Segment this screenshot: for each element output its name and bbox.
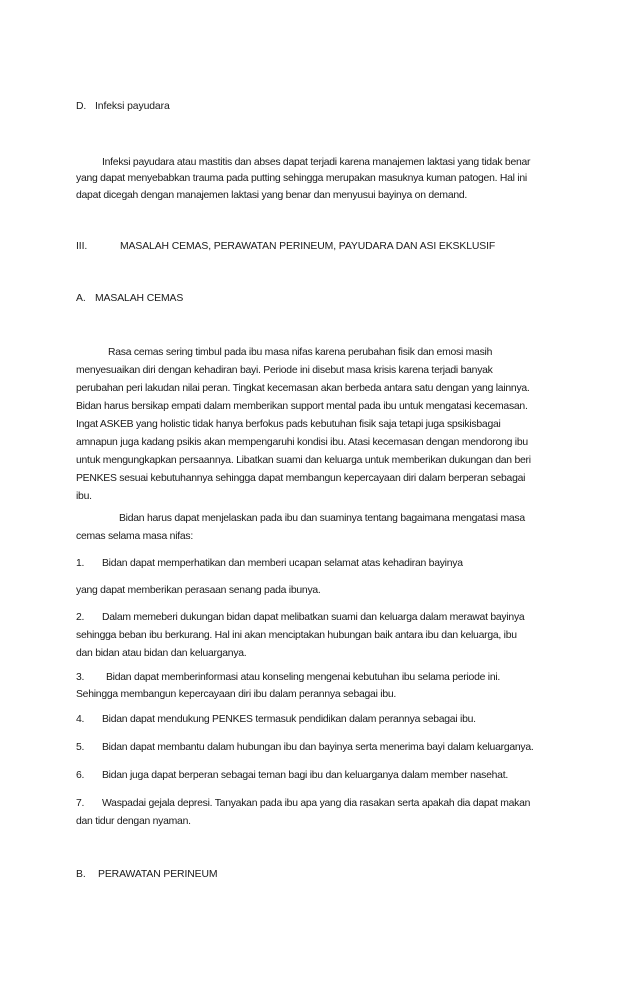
list-number: 7.	[76, 798, 85, 809]
paragraph-line: Ingat ASKEB yang holistic tidak hanya berfokus pads kebutuhan fisik saja tetapi juga spsikisbagai	[76, 419, 501, 430]
paragraph-line: PENKES sesuai kebutuhannya sehingga dapat membangun kepercayaan diri dalam berperan sebagai	[76, 473, 526, 484]
list-item-3	[76, 671, 500, 684]
list-item-continuation: yang dapat memberikan perasaan senang pada ibunya.	[76, 585, 321, 596]
list-number: 3.	[76, 672, 85, 683]
heading-number: B.	[76, 869, 86, 880]
heading-title: MASALAH CEMAS, PERAWATAN PERINEUM, PAYUDARA DAN ASI EKSKLUSIF	[120, 241, 496, 252]
list-text: Bidan juga dapat berperan sebagai teman bagi ibu dan keluarganya dalam member nasehat.	[102, 770, 508, 781]
paragraph-line: cemas selama masa nifas:	[76, 531, 194, 542]
list-text: Waspadai gejala depresi. Tanyakan pada ibu apa yang dia rasakan serta apakah dia dapat makan	[102, 798, 531, 809]
list-text: Bidan dapat memperhatikan dan memberi ucapan selamat atas kehadiran bayinya	[102, 558, 463, 569]
list-text-line: sehingga beban ibu berkurang. Hal ini akan menciptakan hubungan baik antara ibu dan keluarga, ibu	[76, 630, 517, 641]
paragraph-line: menyesuaikan diri dengan kehadiran bayi. Periode ini disebut masa krisis karena terjadi banyak	[76, 365, 493, 376]
list-item-1	[76, 557, 463, 570]
list-item-5	[76, 741, 534, 754]
list-number: 1.	[76, 558, 85, 569]
list-item-7	[76, 797, 530, 810]
heading-title: Infeksi payudara	[95, 101, 170, 112]
paragraph-line: Bidan harus dapat menjelaskan pada ibu dan suaminya tentang bagaimana mengatasi masa	[119, 513, 525, 524]
section-a-heading	[76, 292, 183, 305]
heading-number: D.	[76, 101, 87, 112]
list-number: 5.	[76, 742, 85, 753]
list-text-line: Sehingga membangun kepercayaan diri ibu dalam perannya sebagai ibu.	[76, 689, 397, 700]
heading-title: PERAWATAN PERINEUM	[98, 869, 218, 880]
list-item-6	[76, 769, 508, 782]
section-iii-heading	[76, 240, 495, 253]
heading-number: III.	[76, 241, 88, 252]
list-text: Bidan dapat mendukung PENKES termasuk pendidikan dalam perannya sebagai ibu.	[102, 714, 476, 725]
list-number: 6.	[76, 770, 85, 781]
list-text: Bidan dapat membantu dalam hubungan ibu dan bayinya serta menerima bayi dalam keluarganya.	[102, 742, 534, 753]
list-text: Dalam memeberi dukungan bidan dapat melibatkan suami dan keluarga dalam merawat bayinya	[102, 612, 525, 623]
list-text-line: dan tidur dengan nyaman.	[76, 816, 191, 827]
paragraph-line: perubahan peri lakudan nilai peran. Tingkat kecemasan akan berbeda antara satu dengan yang lainnya.	[76, 383, 530, 394]
paragraph-line: Rasa cemas sering timbul pada ibu masa nifas karena perubahan fisik dan emosi masih	[108, 347, 493, 358]
list-text-line: dan bidan atau bidan dan keluarganya.	[76, 648, 247, 659]
list-text: Bidan dapat memberinformasi atau konseling mengenai kebutuhan ibu selama periode ini.	[106, 672, 501, 683]
section-b-heading	[76, 868, 217, 881]
paragraph-line: Bidan harus bersikap empati dalam memberikan support mental pada ibu untuk mengatasi kecemasan.	[76, 401, 528, 412]
heading-title: MASALAH CEMAS	[95, 293, 184, 304]
list-item-4	[76, 713, 476, 726]
paragraph-line: ibu.	[76, 491, 92, 502]
paragraph-line: untuk mengungkapkan persaannya. Libatkan suami dan keluarga untuk memberikan dukungan dan beri	[76, 455, 531, 466]
paragraph-line: yang dapat menyebabkan trauma pada putting sehingga merupakan masuknya kuman patogen. Hal ini	[76, 173, 527, 184]
paragraph-line: dapat dicegah dengan manajemen laktasi yang benar dan menyusui bayinya on demand.	[76, 190, 468, 201]
paragraph-line: Infeksi payudara atau mastitis dan abses dapat terjadi karena manajemen laktasi yang tidak benar	[102, 157, 531, 168]
paragraph-line: amnapun juga kadang psikis akan mempengaruhi kondisi ibu. Atasi kecemasan dengan mendorong ibu	[76, 437, 528, 448]
list-number: 2.	[76, 612, 85, 623]
section-d-heading	[76, 100, 170, 113]
list-item-2	[76, 611, 524, 624]
heading-number: A.	[76, 293, 86, 304]
list-number: 4.	[76, 714, 85, 725]
